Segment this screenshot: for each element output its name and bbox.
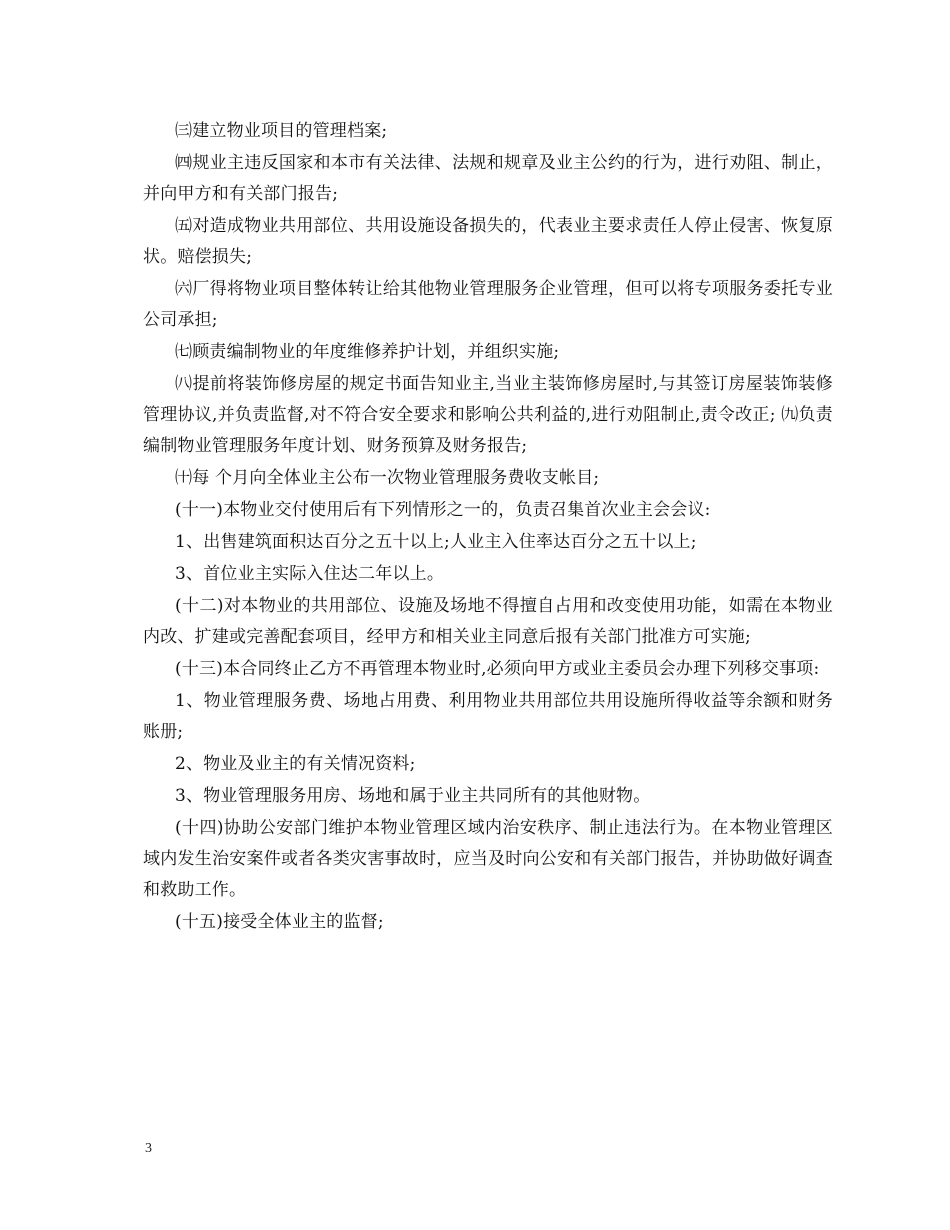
paragraph-11-item-1: 1、出售建筑面积达百分之五十以上;人业主入住率达百分之五十以上; xyxy=(175,532,697,552)
paragraph-13: (十三)本合同终止乙方不再管理本物业时,必须向甲方或业主委员会办理下列移交事项: xyxy=(175,659,820,679)
paragraph-10: ㈩每 个月向全体业主公布一次物业管理服务费收支帐目; xyxy=(175,468,600,488)
paragraph-4: ㈣规业主违反国家和本市有关法律、法规和规章及业主公约的行为，进行劝阻、制止，并向甲方和有关部门报告; xyxy=(143,153,833,204)
paragraph-8-9: ㈧提前将装饰修房屋的规定书面告知业主,当业主装饰修房屋时,与其签订房屋装饰装修管理协议,并负责监督,对不符合安全要求和影响公共利益的,进行劝阻制止,责令改正; ㈨负责编制物业管理服务年度计划、财务预算及财务报告; xyxy=(143,374,833,456)
paragraph-14: (十四)协助公安部门维护本物业管理区域内治安秩序、制止违法行为。在本物业管理区域内发生治安案件或者各类灾害事故时，应当及时向公安和有关部门报告，并协助做好调查和救助工作。 xyxy=(143,818,833,900)
paragraph-11-item-3: 3、首位业主实际入住达二年以上。 xyxy=(175,564,445,584)
document-body xyxy=(143,116,833,939)
paragraph-13-item-1: 1、物业管理服务费、场地占用费、利用物业共用部位共用设施所得收益等余额和财务账册; xyxy=(143,691,833,742)
paragraph-3: ㈢建立物业项目的管理档案; xyxy=(175,121,388,141)
paragraph-5: ㈤对造成物业共用部位、共用设施设备损失的，代表业主要求责任人停止侵害、恢复原状。赔偿损失; xyxy=(143,216,833,267)
page-number: 3 xyxy=(145,1141,152,1156)
paragraph-15: (十五)接受全体业主的监督; xyxy=(175,912,384,932)
paragraph-13-item-2: 2、物业及业主的有关情况资料; xyxy=(175,754,416,774)
paragraph-6: ㈥厂得将物业项目整体转让给其他物业管理服务企业管理，但可以将专项服务委托专业公司承担; xyxy=(143,279,833,330)
paragraph-11: (十一)本物业交付使用后有下列情形之一的，负责召集首次业主会会议: xyxy=(175,500,711,520)
paragraph-13-item-3: 3、物业管理服务用房、场地和属于业主共同所有的其他财物。 xyxy=(175,786,651,806)
paragraph-12: (十二)对本物业的共用部位、设施及场地不得擅自占用和改变使用功能，如需在本物业内改、扩建或完善配套项目，经甲方和相关业主同意后报有关部门批准方可实施; xyxy=(143,596,833,647)
paragraph-7: ㈦顾责编制物业的年度维修养护计划，并组织实施; xyxy=(175,342,560,362)
